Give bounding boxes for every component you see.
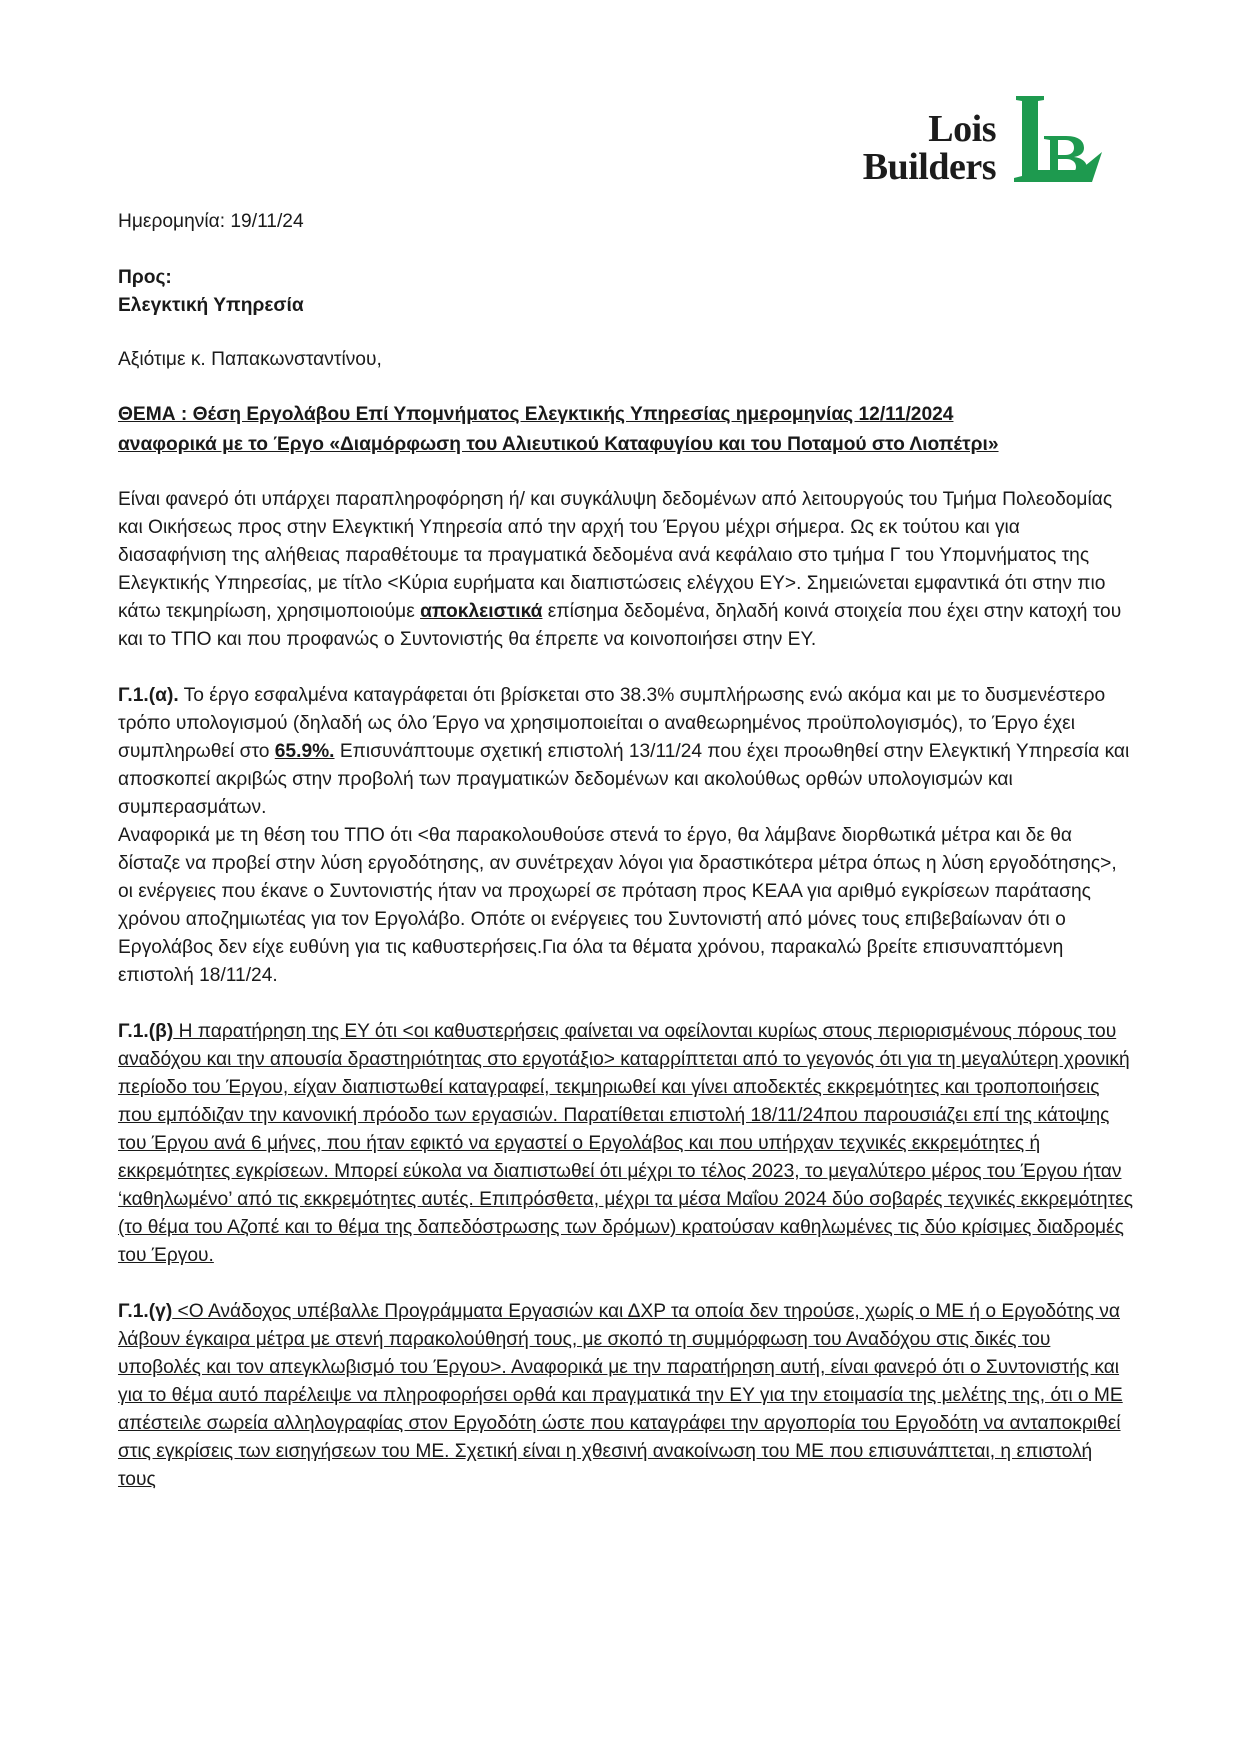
logo-line-2: Builders xyxy=(862,146,996,188)
section-a-paragraph-2: Αναφορικά με τη θέση του ΤΠΟ ότι <θα παρακολουθούσε στενά το έργο, θα λάμβανε διορθωτικά μέτρα και δε θα δίσταζε να προβεί στην λύση εργοδότησης, αν συνέτρεχαν λόγοι για δραστικότερα μέτρα όπως η λύση εργοδότησης>, οι ενέργειες που έκανε ο Συντονιστής ήταν να προχωρεί σε πρόταση προς ΚΕΑΑ για αριθμό εγκρίσεων παράτασης χρόνου αποζημιωτέας για τον Εργολάβο. Οπότε οι ενέργειες του Συντονιστή από μόνες τους επιβεβαίωναν ότι ο Εργολάβος δεν είχε ευθύνη για τις καθυστερήσεις.Για όλα τα θέματα χρόνου, παρακαλώ βρείτε επισυναπτόμενη επιστολή 18/11/24. xyxy=(118,825,1117,986)
section-a-paragraph xyxy=(118,682,1133,822)
completion-percent: 65.9%. xyxy=(274,741,335,762)
section-a-text-1: Το έργο εσφαλμένα καταγράφεται ότι βρίσκεται στο 38.3% συμπλήρωσης ενώ ακόμα και με το δυσμενέστερο τρόπο υπολογισμού (δηλαδή ως όλο Έργο να χρησιμοποιείται ο αναθεωρημένος προϋπολογισμός), το Έργο έχει συμπληρωθεί στο xyxy=(118,685,1106,762)
intro-text-2: επίσημα δεδομένα, δηλαδή κοινά στοιχεία που έχει στην κατοχή του και το ΤΠΟ και που προφανώς ο Συντονιστής θα έπρεπε να κοινοποιήσει στην ΕΥ. xyxy=(118,601,1122,650)
lb-monogram-icon xyxy=(1010,92,1110,188)
salutation: Αξιότιμε κ. Παπακωνσταντίνου, xyxy=(118,349,382,370)
recipient-name: Ελεγκτική Υπηρεσία xyxy=(118,295,304,316)
section-b-label: Γ.1.(β) xyxy=(118,1021,174,1042)
subject-line-1: ΘΕΜΑ : Θέση Εργολάβου Επί Υπομνήματος Ελεγκτικής Υπηρεσίας ημερομηνίας 12/11/2024 xyxy=(118,404,954,425)
company-logo xyxy=(842,92,1112,192)
logo-line-1: Lois xyxy=(928,108,996,150)
section-c-text: <Ο Ανάδοχος υπέβαλλε Προγράμματα Εργασιών και ΔΧΡ τα οποία δεν τηρούσε, χωρίς ο ΜΕ ή ο Εργοδότης να λάβουν έγκαιρα μέτρα με στενή παρακολούθησή τους, με σκοπό τη συμμόρφωση του Αναδόχου στις δικές του υποβολές και τον απεγκλωβισμό του Έργου>. Αναφορικά με την παρατήρηση αυτή, είναι φανερό ότι ο Συντονιστής και για το θέμα αυτό παρέλειψε να πληροφορήσει ορθά και πραγματικά την ΕΥ για την ετοιμασία της μελέτης της, ότι ο ΜΕ απέστειλε σωρεία αλληλογραφίας στον Εργοδότη ώστε που καταγράφει την αργοπορία του Εργοδότη να ανταποκριθεί στις εγκρίσεις των εισηγήσεων του ΜΕ. Σχετική είναι η χθεσινή ανακοίνωση του ΜΕ που επισυνάπτεται, η επιστολή τους xyxy=(118,1301,1123,1490)
section-a-label: Γ.1.(α). xyxy=(118,685,179,706)
recipient-label: Προς: xyxy=(118,267,172,288)
letter-date: Ημερομηνία: 19/11/24 xyxy=(118,211,304,232)
intro-paragraph xyxy=(118,486,1133,654)
section-c-label: Γ.1.(γ) xyxy=(118,1301,173,1322)
intro-text-1: Είναι φανερό ότι υπάρχει παραπληροφόρηση ή/ και συγκάλυψη δεδομένων από λειτουργούς του Τμήμα Πολεοδομίας και Οικήσεως προς στην Ελεγκτική Υπηρεσία από την αρχή του Έργου μέχρι σήμερα. Ως εκ τούτου και για διασαφήνιση της αλήθειας παραθέτουμε τα πραγματικά δεδομένα ανά κεφάλαιο στο τμήμα Γ του Υπομνήματος της Ελεγκτικής Υπηρεσίας, με τίτλο <Κύρια ευρήματα και διαπιστώσεις ελέγχου ΕΥ>. Σημειώνεται εμφαντικά ότι στην πιο κάτω τεκμηρίωση, χρησιμοποιούμε xyxy=(118,489,1113,622)
section-b-paragraph xyxy=(118,1018,1133,1270)
section-a-text-2: Επισυνάπτουμε σχετική επιστολή 13/11/24 που έχει προωθηθεί στην Ελεγκτική Υπηρεσία και αποσκοπεί ακριβώς στην προβολή των πραγματικών δεδομένων και ακολούθως ορθών υπολογισμών και συμπερασμάτων. xyxy=(118,741,1130,818)
section-c-paragraph xyxy=(118,1298,1133,1494)
intro-emphasis: αποκλειστικά xyxy=(420,601,543,622)
letter-body xyxy=(118,208,1133,1494)
subject-heading xyxy=(118,400,1133,460)
logo-wordmark xyxy=(863,110,996,186)
subject-line-2: αναφορικά με το Έργο «Διαμόρφωση του Αλιευτικού Καταφυγίου και του Ποταμού στο Λιοπέτρι» xyxy=(118,434,999,455)
section-b-text: Η παρατήρηση της ΕΥ ότι <οι καθυστερήσεις φαίνεται να οφείλονται κυρίως στους περιορισμένους πόρους του αναδόχου και την απουσία δραστηριότητας στο εργοτάξιο> καταρρίπτεται από το γεγονός ότι για τη μεγαλύτερη χρονική περίοδο του Έργου, είχαν διαπιστωθεί καταγραφεί, τεκμηριωθεί και γίνει αποδεκτές εκκρεμότητες και τροποποιήσεις που εμπόδιζαν την κανονική πρόοδο των εργασιών. Παρατίθεται επιστολή 18/11/24που παρουσιάζει επί της κάτοψης του Έργου ανά 6 μήνες, που ήταν εφικτό να εργαστεί ο Εργολάβος και που υπήρχαν τεχνικές εκκρεμότητες ή εκκρεμότητες εγκρίσεων. Μπορεί εύκολα να διαπιστωθεί ότι μέχρι το τέλος 2023, το μεγαλύτερο μέρος του Έργου ήταν ‘καθηλωμένο’ από τις εκκρεμότητες αυτές. Επιπρόσθετα, μέχρι τα μέσα Μαΐου 2024 δύο σοβαρές τεχνικές εκκρεμότητες (το θέμα του Αζοπέ και το θέμα της δαπεδόστρωσης των δρόμων) κρατούσαν καθηλωμένες τις δύο κρίσιμες διαδρομές του Έργου. xyxy=(118,1021,1133,1266)
